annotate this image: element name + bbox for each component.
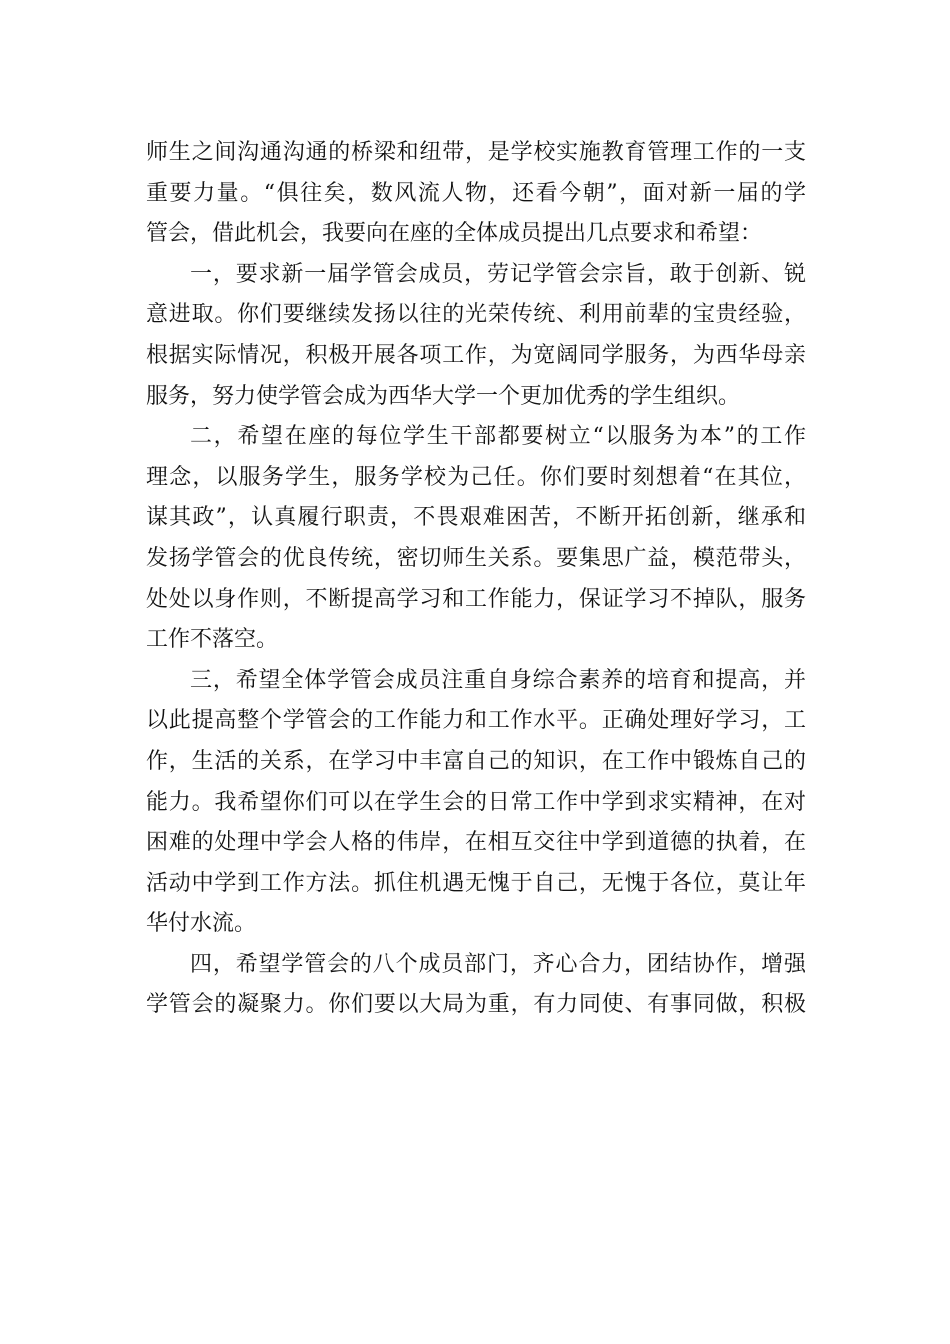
text-line-12: 处处以身作则，不断提高学习和工作能力，保证学习不掉队，服务 [146,586,806,612]
text-line-7: 服务，努力使学管会成为西华大学一个更加优秀的学生组织。 [146,383,741,409]
text-line-16: 作，生活的关系，在学习中丰富自己的知识，在工作中锻炼自己的 [146,748,806,774]
text-line-3: 管会，借此机会，我要向在座的全体成员提出几点要求和希望： [146,221,763,247]
document-page [146,133,806,1026]
text-line-17: 能力。我希望你们可以在学生会的日常工作中学到求实精神，在对 [146,789,806,815]
text-line-22: 学管会的凝聚力。你们要以大局为重，有力同使、有事同做，积极 [146,992,806,1018]
text-line-5: 意进取。你们要继续发扬以往的光荣传统、利用前辈的宝贵经验， [146,302,806,328]
text-line-18: 困难的处理中学会人格的伟岸，在相互交往中学到道德的执着，在 [146,830,806,856]
text-line-11: 发扬学管会的优良传统，密切师生关系。要集思广益，模范带头， [146,545,806,571]
text-line-14: 三，希望全体学管会成员注重自身综合素养的培育和提高，并 [190,667,806,693]
text-line-10: 谋其政”，认真履行职责，不畏艰难困苦，不断开拓创新，继承和 [146,505,806,531]
text-line-8: 二，希望在座的每位学生干部都要树立“以服务为本”的工作 [190,424,806,450]
text-line-9: 理念，以服务学生，服务学校为己任。你们要时刻想着“在其位， [146,464,806,490]
text-line-21: 四，希望学管会的八个成员部门，齐心合力，团结协作，增强 [190,951,806,977]
text-line-15: 以此提高整个学管会的工作能力和工作水平。正确处理好学习，工 [146,708,806,734]
text-line-20: 华付水流。 [146,911,257,937]
text-line-2: 重要力量。“俱往矣，数风流人物，还看今朝”，面对新一届的学 [146,180,806,206]
text-line-4: 一，要求新一届学管会成员，劳记学管会宗旨，敢于创新、锐 [190,261,806,287]
text-line-1: 师生之间沟通沟通的桥梁和纽带，是学校实施教育管理工作的一支 [146,140,806,165]
text-line-6: 根据实际情况，积极开展各项工作，为宽阔同学服务，为西华母亲 [146,342,806,368]
text-line-19: 活动中学到工作方法。抓住机遇无愧于自己，无愧于各位，莫让年 [146,870,806,896]
text-line-13: 工作不落空。 [146,627,279,653]
